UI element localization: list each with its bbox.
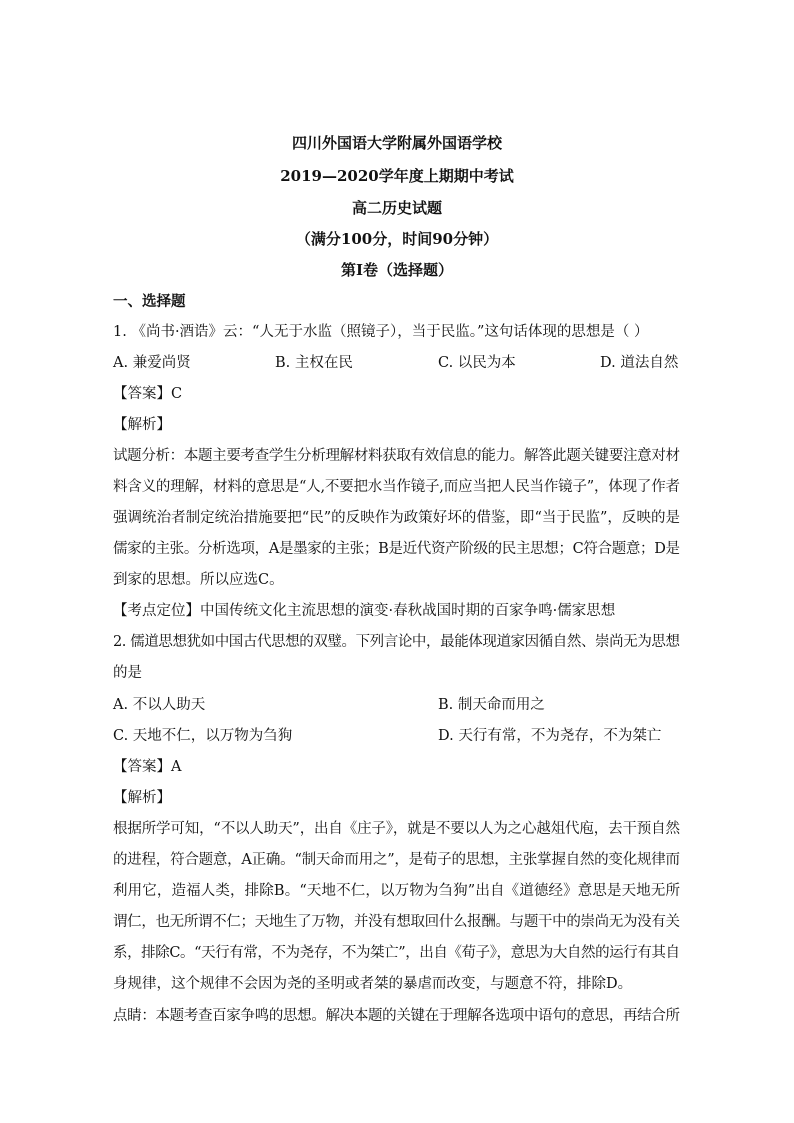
volume-title: 第I卷（选择题） — [340, 261, 454, 279]
q1-analysis-line: 试题分析：本题主要考查学生分析理解材料获取有效信息的能力。解答此题关键要注意对材 — [113, 448, 680, 464]
q2-answer: 【答案】A — [113, 759, 182, 775]
q2-stem-line: 2. 儒道思想犹如中国古代思想的双璧。下列言论中，最能体现道家因循自然、崇尚无为思想 — [113, 634, 680, 650]
term-title: 2019—2020学年度上期期中考试 — [280, 167, 514, 185]
q1-analysis-line: 强调统治者制定统治措施要把“民”的反映作为政策好坏的借鉴，即“当于民监”，反映的是 — [113, 510, 680, 526]
q2-analysis-line: 系，排除C。“天行有常，不为尧存，不为桀亡”，出自《荀子》，意思为大自然的运行有其自 — [113, 945, 680, 961]
q2-option-d: D. 天行有常，不为尧存，不为桀亡 — [438, 728, 662, 744]
q1-option-b: B. 主权在民 — [275, 355, 353, 371]
q2-analysis-label: 【解析】 — [113, 790, 171, 806]
q2-stem-line: 的是 — [113, 665, 142, 681]
q2-analysis-line: 的进程，符合题意，A正确。“制天命而用之”，是荀子的思想，主张掌握自然的变化规律而 — [113, 852, 680, 868]
school-name: 四川外国语大学附属外国语学校 — [291, 134, 502, 152]
q1-analysis-line: 料含义的理解，材料的意思是“人,不要把水当作镜子,而应当把人民当作镜子”，体现了作者 — [113, 479, 680, 495]
subject-title: 高二历史试题 — [351, 199, 442, 217]
q2-option-c: C. 天地不仁，以万物为刍狗 — [113, 728, 293, 744]
q2-analysis-line: 身规律，这个规律不会因为尧的圣明或者桀的暴虐而改变，与题意不符，排除D。 — [113, 976, 633, 992]
q2-option-b: B. 制天命而用之 — [438, 697, 545, 713]
q2-analysis-line: 根据所学可知，“不以人助天”，出自《庄子》，就是不要以人为之心越俎代庖，去干预自然 — [113, 821, 680, 837]
q2-analysis-line: 谓仁，也无所谓不仁；天地生了万物，并没有想取回什么报酬。与题干中的崇尚无为没有关 — [113, 914, 680, 930]
q1-analysis-label: 【解析】 — [113, 417, 171, 433]
q1-option-a: A. 兼爱尚贤 — [113, 355, 191, 371]
q2-analysis-line: 利用它，造福人类，排除B。“天地不仁，以万物为刍狗”出自《道德经》意思是天地无所 — [113, 883, 680, 899]
q1-kaodian: 【考点定位】中国传统文化主流思想的演变·春秋战国时期的百家争鸣·儒家思想 — [113, 603, 616, 619]
q1-analysis-line: 儒家的主张。分析选项，A是墨家的主张；B是近代资产阶级的民主思想；C符合题意；D是 — [113, 541, 680, 557]
q1-option-d: D. 道法自然 — [600, 355, 679, 371]
q1-stem: 1. 《尚书·酒诰》云：“人无于水监（照镜子），当于民监。”这句话体现的思想是（ ） — [113, 324, 649, 340]
q1-answer: 【答案】C — [113, 386, 183, 402]
q1-analysis-line: 到家的思想。所以应选C。 — [113, 572, 284, 588]
q2-option-a: A. 不以人助天 — [113, 697, 206, 713]
exam-info: （满分100分，时间90分钟） — [295, 230, 499, 248]
section-title: 一、选择题 — [113, 293, 186, 310]
q2-dianjing: 点睛：本题考查百家争鸣的思想。解决本题的关键在于理解各选项中语句的意思，再结合所 — [113, 1008, 680, 1024]
q1-option-c: C. 以民为本 — [438, 355, 516, 371]
